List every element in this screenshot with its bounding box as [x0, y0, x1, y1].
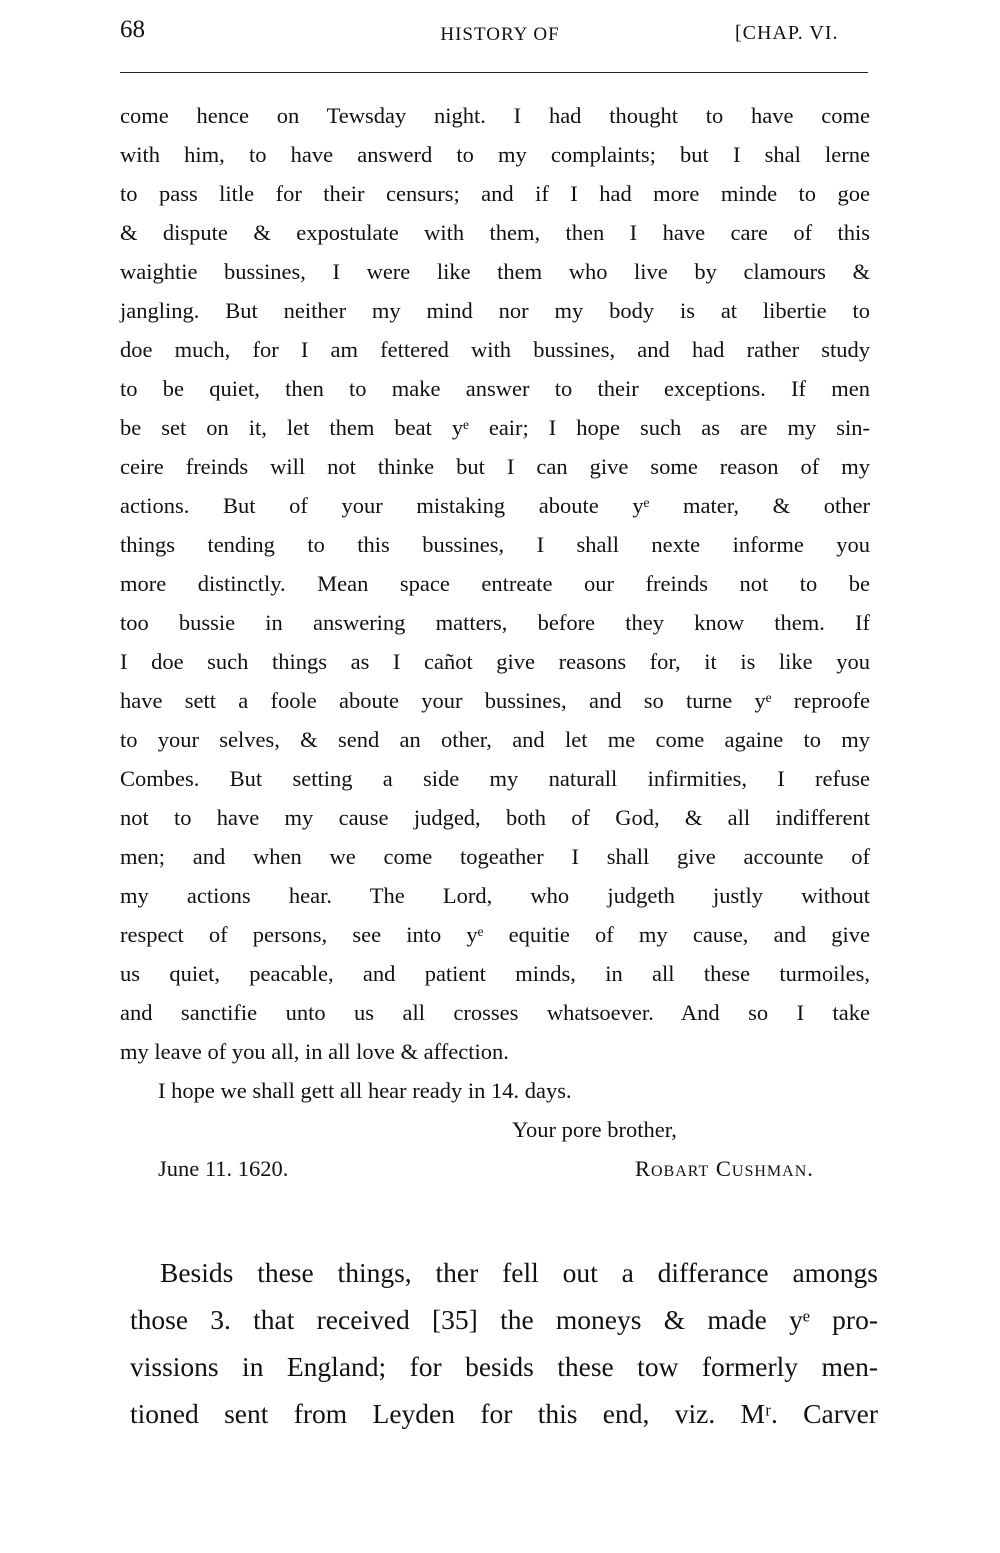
text-line: us quiet, peacable, and patient minds, in all these turmoiles,	[120, 961, 870, 986]
text-line: tioned sent from Leyden for this end, viz. Mʳ. Carver	[130, 1398, 878, 1429]
text-line: to pass litle for their censurs; and if I had more minde to goe	[120, 181, 870, 206]
signature: Robart Cushman.	[635, 1156, 814, 1181]
text-line: to be quiet, then to make answer to their exceptions. If men	[120, 376, 870, 401]
text-line: jangling. But neither my mind nor my body is at libertie to	[120, 298, 870, 323]
header-rule	[120, 72, 868, 73]
text-line: my actions hear. The Lord, who judgeth justly without	[120, 883, 870, 908]
text-line: have sett a foole aboute your bussines, and so turne yᵉ reproofe	[120, 688, 870, 713]
text-line: to your selves, & send an other, and let me come againe to my	[120, 727, 870, 752]
text-line: Combes. But setting a side my naturall infirmities, I refuse	[120, 766, 870, 791]
chapter-label: [CHAP. VI.	[735, 22, 839, 44]
text-line: and sanctifie unto us all crosses whatsoever. And so I take	[120, 1000, 870, 1025]
text-line: not to have my cause judged, both of God, & all indifferent	[120, 805, 870, 830]
text-line: & dispute & expostulate with them, then I have care of this	[120, 220, 870, 245]
text-line: actions. But of your mistaking aboute yᵉ mater, & other	[120, 493, 870, 518]
text-line: doe much, for I am fettered with bussines, and had rather study	[120, 337, 870, 362]
text-line: respect of persons, see into yᵉ equitie of my cause, and give	[120, 922, 870, 947]
text-line: I doe such things as I cañot give reasons for, it is like you	[120, 649, 870, 674]
text-line: men; and when we come togeather I shall give accounte of	[120, 844, 870, 869]
text-line: come hence on Tewsday night. I had thought to have come	[120, 103, 870, 128]
text-line: Besids these things, ther fell out a differance amongs	[160, 1257, 878, 1288]
text-line: ceire freinds will not thinke but I can give some reason of my	[120, 454, 870, 479]
text-line: too bussie in answering matters, before they know them. If	[120, 610, 870, 635]
letter-last-line: my leave of you all, in all love & affection.	[120, 1039, 509, 1064]
postscript: I hope we shall gett all hear ready in 14. days.	[158, 1078, 572, 1103]
text-line: with him, to have answerd to my complaints; but I shal lerne	[120, 142, 870, 167]
text-line: be set on it, let them beat yᵉ eair; I hope such as are my sin-	[120, 415, 870, 440]
text-line: more distinctly. Mean space entreate our freinds not to be	[120, 571, 870, 596]
text-line: those 3. that received [35] the moneys & made yᵉ pro-	[130, 1304, 878, 1335]
text-line: vissions in England; for besids these tow formerly men-	[130, 1351, 878, 1382]
letter-date: June 11. 1620.	[158, 1156, 289, 1181]
page-number: 68	[120, 16, 145, 43]
text-line: things tending to this bussines, I shall nexte informe you	[120, 532, 870, 557]
text-line: waightie bussines, I were like them who live by clamours &	[120, 259, 870, 284]
closing: Your pore brother,	[512, 1117, 677, 1142]
running-title: HISTORY OF	[440, 24, 560, 45]
